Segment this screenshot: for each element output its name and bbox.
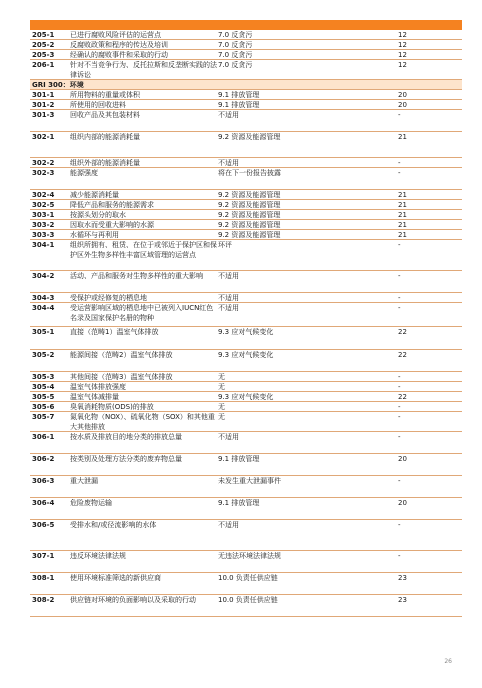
- disclosure-description: 按源头划分的取水: [70, 211, 126, 219]
- disclosure-description: 针对不当竞争行为、反托拉斯和反垄断实践的法律诉讼: [70, 61, 217, 79]
- disclosure-description: 重大泄漏: [70, 477, 98, 485]
- page-ref: 23: [398, 574, 407, 582]
- disclosure-description: 所用物料的重量或体积: [70, 91, 140, 99]
- disclosure-code: 305-7: [32, 413, 55, 421]
- section-header-row: [30, 80, 462, 90]
- page-ref: -: [398, 552, 401, 560]
- page-ref: 21: [398, 221, 407, 229]
- table-row: [30, 200, 462, 210]
- disclosure-code: 306-5: [32, 521, 55, 529]
- table-row: [30, 402, 462, 412]
- disclosure-code: 304-3: [32, 294, 55, 302]
- disclosure-code: 301-2: [32, 101, 55, 109]
- disclosure-description: 受保护或经修复的栖息地: [70, 294, 147, 302]
- disclosure-description: 组织内部的能源消耗量: [70, 133, 140, 141]
- report-section-ref: 9.2 资源及能源管理: [218, 191, 281, 199]
- disclosure-code: 306-2: [32, 455, 55, 463]
- disclosure-description: 减少能源消耗量: [70, 191, 119, 199]
- report-section-ref: 9.1 排放管理: [218, 91, 260, 99]
- report-section-ref: 9.2 资源及能源管理: [218, 211, 281, 219]
- disclosure-code: 306-1: [32, 433, 55, 441]
- disclosure-description: 温室气体减排量: [70, 393, 119, 401]
- table-row: [30, 158, 462, 168]
- report-section-ref: 无违法环境法律法规: [218, 552, 281, 560]
- disclosure-code: 301-3: [32, 111, 55, 119]
- disclosure-description: 能源间接（范畴2）温室气体排放: [70, 351, 173, 359]
- disclosure-code: 205-1: [32, 31, 55, 39]
- page-ref: -: [398, 403, 401, 411]
- disclosure-code: 206-1: [32, 61, 55, 69]
- disclosure-code: 305-2: [32, 351, 55, 359]
- report-section-ref: 无: [218, 383, 225, 391]
- table-row: [30, 412, 462, 432]
- table-row: [30, 100, 462, 110]
- page-ref: -: [398, 159, 401, 167]
- disclosure-description: 回收产品及其包装材料: [70, 111, 140, 119]
- table-row: [30, 498, 462, 520]
- table-row: [30, 220, 462, 230]
- table-row: [30, 573, 462, 595]
- section-title: GRI 300：环境: [32, 81, 84, 89]
- report-section-ref: 不适用: [218, 272, 239, 280]
- page-ref: -: [398, 477, 401, 485]
- disclosure-code: 305-5: [32, 393, 55, 401]
- report-section-ref: 不适用: [218, 433, 239, 441]
- report-section-ref: 9.3 应对气候变化: [218, 351, 274, 359]
- report-section-ref: 无: [218, 373, 225, 381]
- page-ref: 20: [398, 91, 407, 99]
- disclosure-description: 直接（范畴1）温室气体排放: [70, 328, 159, 336]
- disclosure-description: 按类别及处理方法分类的废弃物总量: [70, 455, 182, 463]
- page-ref: -: [398, 413, 401, 421]
- page-number: 26: [444, 658, 452, 665]
- report-section-ref: 10.0 负责任供应链: [218, 596, 278, 604]
- page-ref: -: [398, 294, 401, 302]
- page-ref: -: [398, 272, 401, 280]
- page-ref: -: [398, 373, 401, 381]
- page-ref: 20: [398, 455, 407, 463]
- disclosure-description: 因取水而受重大影响的水源: [70, 221, 154, 229]
- disclosure-code: 301-1: [32, 91, 55, 99]
- disclosure-code: 302-2: [32, 159, 55, 167]
- disclosure-description: 使用环境标准筛选的新供应商: [70, 574, 161, 582]
- table-row: [30, 60, 462, 80]
- table-row: [30, 30, 462, 40]
- disclosure-description: 水循环与再利用: [70, 231, 119, 239]
- report-section-ref: 不适用: [218, 521, 239, 529]
- page-ref: -: [398, 169, 401, 177]
- page-ref: -: [398, 433, 401, 441]
- table-row: [30, 432, 462, 454]
- report-section-ref: 7.0 反贪污: [218, 41, 253, 49]
- page-ref: -: [398, 383, 401, 391]
- report-section-ref: 9.1 排放管理: [218, 499, 260, 507]
- page-ref: 21: [398, 231, 407, 239]
- page-ref: 12: [398, 61, 407, 69]
- disclosure-description: 所使用的回收进料: [70, 101, 126, 109]
- page-ref: 21: [398, 133, 407, 141]
- page-ref: -: [398, 111, 401, 119]
- report-section-ref: 9.2 资源及能源管理: [218, 133, 281, 141]
- report-section-ref: 无: [218, 413, 225, 421]
- disclosure-code: 303-3: [32, 231, 55, 239]
- disclosure-description: 其他间接（范畴3）温室气体排放: [70, 373, 173, 381]
- disclosure-description: 反腐败政策和程序的传达及培训: [70, 41, 168, 49]
- table-row: [30, 327, 462, 350]
- disclosure-code: 205-3: [32, 51, 55, 59]
- disclosure-code: 305-1: [32, 328, 55, 336]
- disclosure-code: 205-2: [32, 41, 55, 49]
- page-ref: 22: [398, 351, 407, 359]
- page-ref: 21: [398, 211, 407, 219]
- report-section-ref: 10.0 负责任供应链: [218, 574, 278, 582]
- report-section-ref: 7.0 反贪污: [218, 31, 253, 39]
- table-row: [30, 50, 462, 60]
- page-ref: 12: [398, 41, 407, 49]
- report-section-ref: 未发生重大泄漏事件: [218, 477, 281, 485]
- header-accent-bar: [30, 20, 462, 30]
- disclosure-description: 氮氧化物（NOX）、硫氧化物（SOX）和其他重大其他排放: [70, 413, 215, 431]
- report-section-ref: 9.2 资源及能源管理: [218, 221, 281, 229]
- disclosure-code: 305-6: [32, 403, 55, 411]
- report-section-ref: 不适用: [218, 294, 239, 302]
- disclosure-description: 违反环境法律法规: [70, 552, 126, 560]
- table-row: [30, 350, 462, 372]
- table-row: [30, 303, 462, 327]
- report-section-ref: 不适用: [218, 159, 239, 167]
- page-ref: 21: [398, 201, 407, 209]
- disclosure-code: 303-1: [32, 211, 55, 219]
- report-section-ref: 7.0 反贪污: [218, 51, 253, 59]
- table-row: [30, 551, 462, 573]
- report-section-ref: 不适用: [218, 111, 239, 119]
- report-section-ref: 9.2 资源及能源管理: [218, 231, 281, 239]
- page-ref: 12: [398, 51, 407, 59]
- page-ref: 23: [398, 596, 407, 604]
- disclosure-code: 304-2: [32, 272, 55, 280]
- report-section-ref: 将在下一份报告披露: [218, 169, 281, 177]
- disclosure-description: 按水质及排放目的地分类的排放总量: [70, 433, 182, 441]
- report-section-ref: 无: [218, 403, 225, 411]
- report-section-ref: 7.0 反贪污: [218, 61, 253, 69]
- disclosure-code: 302-1: [32, 133, 55, 141]
- table-row: [30, 132, 462, 158]
- disclosure-code: 304-1: [32, 241, 55, 249]
- disclosure-code: 308-2: [32, 596, 55, 604]
- gri-index-table: [30, 30, 462, 617]
- table-row: [30, 520, 462, 551]
- disclosure-code: 307-1: [32, 552, 55, 560]
- page-ref: 12: [398, 31, 407, 39]
- report-section-ref: 9.3 应对气候变化: [218, 393, 274, 401]
- table-row: [30, 210, 462, 220]
- disclosure-description: 组织外部的能源消耗量: [70, 159, 140, 167]
- disclosure-code: 306-3: [32, 477, 55, 485]
- disclosure-description: 供应链对环境的负面影响以及采取的行动: [70, 596, 196, 604]
- page-ref: 20: [398, 499, 407, 507]
- page-ref: 20: [398, 101, 407, 109]
- table-row: [30, 110, 462, 132]
- disclosure-description: 经确认的腐败事件和采取的行动: [70, 51, 168, 59]
- page-ref: -: [398, 521, 401, 529]
- disclosure-description: 温室气体排放强度: [70, 383, 126, 391]
- page-ref: 22: [398, 328, 407, 336]
- table-row: [30, 271, 462, 293]
- disclosure-code: 305-3: [32, 373, 55, 381]
- table-row: [30, 476, 462, 498]
- disclosure-code: 302-4: [32, 191, 55, 199]
- table-row: [30, 454, 462, 476]
- disclosure-code: 305-4: [32, 383, 55, 391]
- report-section-ref: 不适用: [218, 304, 239, 312]
- page-ref: 21: [398, 191, 407, 199]
- table-row: [30, 90, 462, 100]
- table-row: [30, 240, 462, 271]
- disclosure-description: 活动、产品和服务对生物多样性的重大影响: [70, 272, 203, 280]
- disclosure-description: 降低产品和服务的能源需求: [70, 201, 154, 209]
- page-ref: -: [398, 241, 401, 249]
- disclosure-code: 302-3: [32, 169, 55, 177]
- table-row: [30, 293, 462, 303]
- disclosure-code: 308-1: [32, 574, 55, 582]
- table-row: [30, 40, 462, 50]
- table-row: [30, 190, 462, 200]
- disclosure-code: 304-4: [32, 304, 55, 312]
- disclosure-description: 组织所拥有、租赁、在位于或邻近于保护区和保护区外生物多样性丰富区域管理的运营点: [70, 241, 217, 259]
- disclosure-code: 303-2: [32, 221, 55, 229]
- page-ref: 22: [398, 393, 407, 401]
- disclosure-code: 302-5: [32, 201, 55, 209]
- disclosure-description: 能源强度: [70, 169, 98, 177]
- disclosure-code: 306-4: [32, 499, 55, 507]
- table-row: [30, 382, 462, 392]
- disclosure-description: 受运营影响区域的栖息地中已被列入IUCN红色名录及国家保护名册的物种: [70, 304, 214, 322]
- report-section-ref: 9.1 排放管理: [218, 101, 260, 109]
- report-section-ref: 9.1 排放管理: [218, 455, 260, 463]
- report-section-ref: 9.2 资源及能源管理: [218, 201, 281, 209]
- report-section-ref: 9.3 应对气候变化: [218, 328, 274, 336]
- table-row: [30, 392, 462, 402]
- disclosure-description: 危险废物运输: [70, 499, 112, 507]
- disclosure-description: 已进行腐败风险评估的运营点: [70, 31, 161, 39]
- report-section-ref: 环评: [218, 241, 232, 249]
- disclosure-description: 臭氧消耗物质(ODS)的排放: [70, 403, 154, 411]
- table-row: [30, 595, 462, 617]
- page-ref: -: [398, 304, 401, 312]
- disclosure-description: 受排水和/或径流影响的水体: [70, 521, 157, 529]
- table-row: [30, 230, 462, 240]
- table-row: [30, 372, 462, 382]
- table-row: [30, 168, 462, 190]
